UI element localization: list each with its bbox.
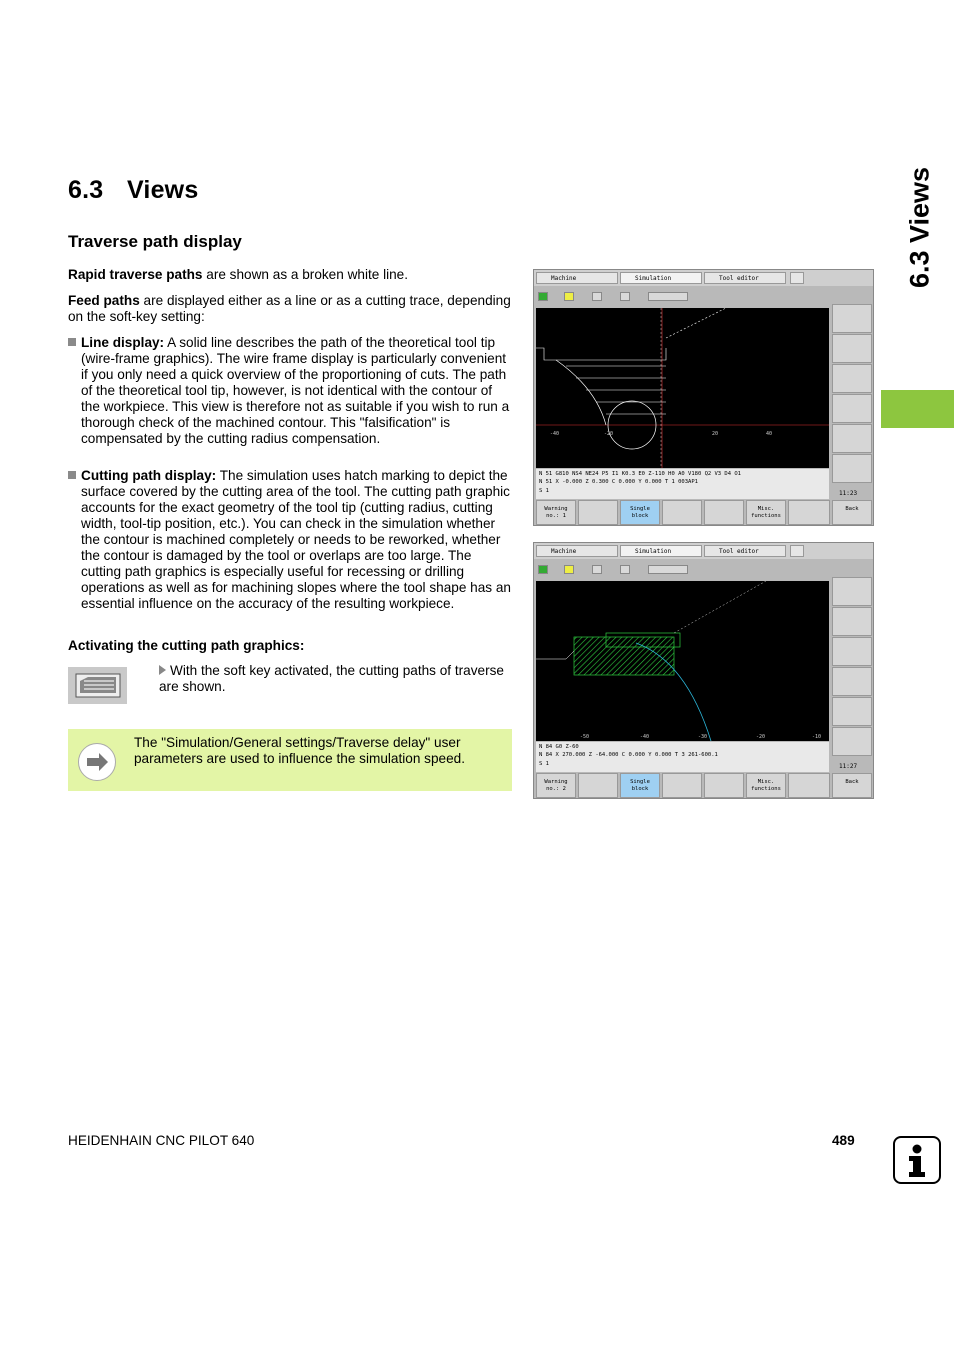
step-instruction: With the soft key activated, the cutting paths of traverse are shown. [159, 663, 504, 694]
zoom-icon[interactable] [620, 565, 630, 574]
grid-icon[interactable] [592, 565, 602, 574]
footer-page-number: 489 [832, 1133, 855, 1148]
vertical-softkey-4[interactable] [832, 667, 872, 696]
vertical-softkey-2[interactable] [832, 607, 872, 636]
info-icon [893, 1136, 941, 1184]
axis-label: -40 [640, 734, 650, 740]
feed-paths-paragraph: Feed paths are displayed either as a line or as a cutting trace, depending on the soft-key setting: [68, 293, 511, 324]
misc-functions-softkey[interactable]: Misc. functions [746, 500, 786, 525]
subsection-title: Traverse path display [68, 232, 242, 251]
nc-block-line: N 84 G0 Z-60 [539, 744, 579, 750]
screen-tab-bar [534, 270, 873, 286]
axis-label: -20 [756, 734, 766, 740]
single-block-softkey[interactable]: Single block [620, 500, 660, 525]
screen-tab-bar [534, 543, 873, 559]
bullet-square-icon [68, 471, 76, 479]
tool-table-softkey[interactable] [832, 727, 872, 756]
rapid-traverse-paragraph: Rapid traverse paths are shown as a broken white line. [68, 267, 409, 282]
cutting-path-softkey[interactable] [662, 500, 702, 525]
note-text: The "Simulation/General settings/Traverse delay" user parameters are used to influence the simulation speed. [134, 735, 465, 766]
tab-simulation[interactable]: Simulation [620, 272, 702, 284]
arrow-right-icon [78, 743, 116, 781]
view-options-icon[interactable] [648, 292, 688, 301]
block-status-panel [536, 469, 829, 499]
simulation-screenshot-line-display [533, 269, 874, 526]
empty-softkey[interactable] [788, 773, 830, 798]
bullet-cutting-path-display: Cutting path display: The simulation uses hatch marking to depict the surface covered by the cutting area of the tool. The cutting path graphic accounts for the exact geometry of the tool tip (cutting radius, cutting width, tool-tip position, etc.). You can check in the simulation whether the contour is machined completely or needs to be reworked, whether the contour is damaged by the tool or overlaps are too large. The cutting path graphics is especially useful for recessing or drilling operations as well as for machining slopes where the tool shape has an essential influence on the accuracy of the resulting workpiece. [68, 468, 513, 612]
vertical-softkey-5[interactable] [832, 424, 872, 453]
traverse-softkey[interactable] [704, 500, 744, 525]
save-icon[interactable] [790, 272, 804, 284]
empty-softkey[interactable] [788, 500, 830, 525]
section-heading [68, 176, 198, 205]
pause-icon[interactable] [564, 292, 574, 301]
tab-tool-editor[interactable]: Tool editor [704, 272, 786, 284]
position-readout: N 51 X -0.000 Z 0.300 C 0.000 Y 0.000 T 1 003AP1 [539, 479, 698, 485]
nc-block-line: N 51 G810 NS4 NE24 P5 I1 K0.3 E0 Z-110 H0 A0 V180 Q2 V3 D4 O1 [539, 471, 741, 477]
simulation-graphic-area [536, 581, 829, 741]
step-arrow-icon [159, 665, 166, 675]
warning-softkey[interactable]: Warning no.: 2 [536, 773, 576, 798]
bullet-square-icon [68, 338, 76, 346]
vertical-softkey-5[interactable] [832, 697, 872, 726]
vertical-softkey-1[interactable] [832, 304, 872, 333]
simulation-toolbar [534, 563, 830, 577]
tool-table-softkey[interactable] [832, 454, 872, 483]
tab-tool-editor[interactable]: Tool editor [704, 545, 786, 557]
cutting-path-softkey-icon [68, 667, 127, 704]
vertical-softkey-3[interactable] [832, 637, 872, 666]
simulation-toolbar [534, 290, 830, 304]
misc-functions-softkey[interactable]: Misc. functions [746, 773, 786, 798]
warning-softkey[interactable]: Warning no.: 1 [536, 500, 576, 525]
play-icon[interactable] [538, 565, 548, 574]
clock: 11:27 [839, 763, 858, 770]
empty-softkey[interactable] [578, 500, 618, 525]
view-options-icon[interactable] [648, 565, 688, 574]
clock: 11:23 [839, 490, 858, 497]
note-box [68, 729, 512, 791]
footer-manual-name: HEIDENHAIN CNC PILOT 640 [68, 1133, 255, 1148]
traverse-softkey[interactable] [704, 773, 744, 798]
tab-machine[interactable]: Machine [536, 545, 618, 557]
vertical-softkey-3[interactable] [832, 364, 872, 393]
position-readout: N 84 X 270.000 Z -64.000 C 0.000 Y 0.000 T 3 261-600.1 [539, 752, 718, 758]
axis-label: -10 [812, 734, 822, 740]
tab-machine[interactable]: Machine [536, 272, 618, 284]
section-title: Views [127, 176, 199, 204]
activating-heading: Activating the cutting path graphics: [68, 638, 305, 653]
simulation-screenshot-cutting-path [533, 542, 874, 799]
zoom-icon[interactable] [620, 292, 630, 301]
tab-simulation[interactable]: Simulation [620, 545, 702, 557]
vertical-softkey-2[interactable] [832, 334, 872, 363]
grid-icon[interactable] [592, 292, 602, 301]
chapter-sidebar-label: 6.3 Views [904, 166, 935, 289]
axis-label: -50 [580, 734, 590, 740]
spindle-readout: S 1 [539, 488, 549, 494]
empty-softkey[interactable] [578, 773, 618, 798]
block-status-panel [536, 742, 829, 772]
single-block-softkey[interactable]: Single block [620, 773, 660, 798]
simulation-graphic-area [536, 308, 829, 468]
axis-label: -40 [550, 431, 560, 437]
save-icon[interactable] [790, 545, 804, 557]
axis-label: -20 [604, 431, 614, 437]
axis-label: -30 [698, 734, 708, 740]
section-number: 6.3 [68, 176, 104, 204]
spindle-readout: S 1 [539, 761, 549, 767]
bullet-line-display: Line display: A solid line describes the path of the theoretical tool tip (wire-frame graphics). The wire frame display is particularly convenient if you only need a quick overview of the proportioning of cuts. The path of the theoretical tool tip, however, is not identical with the contour of the workpiece. This view is therefore not as suitable if you wish to run a thorough check of the machined contour. This "falsification" is compensated by the cutting radius compensation. [68, 335, 513, 447]
axis-label: 40 [766, 431, 773, 437]
vertical-softkey-4[interactable] [832, 394, 872, 423]
back-softkey[interactable]: Back [832, 500, 872, 525]
pause-icon[interactable] [564, 565, 574, 574]
back-softkey[interactable]: Back [832, 773, 872, 798]
play-icon[interactable] [538, 292, 548, 301]
axis-label: 20 [712, 431, 719, 437]
cutting-path-softkey[interactable] [662, 773, 702, 798]
chapter-tab-marker [881, 390, 954, 428]
vertical-softkey-1[interactable] [832, 577, 872, 606]
